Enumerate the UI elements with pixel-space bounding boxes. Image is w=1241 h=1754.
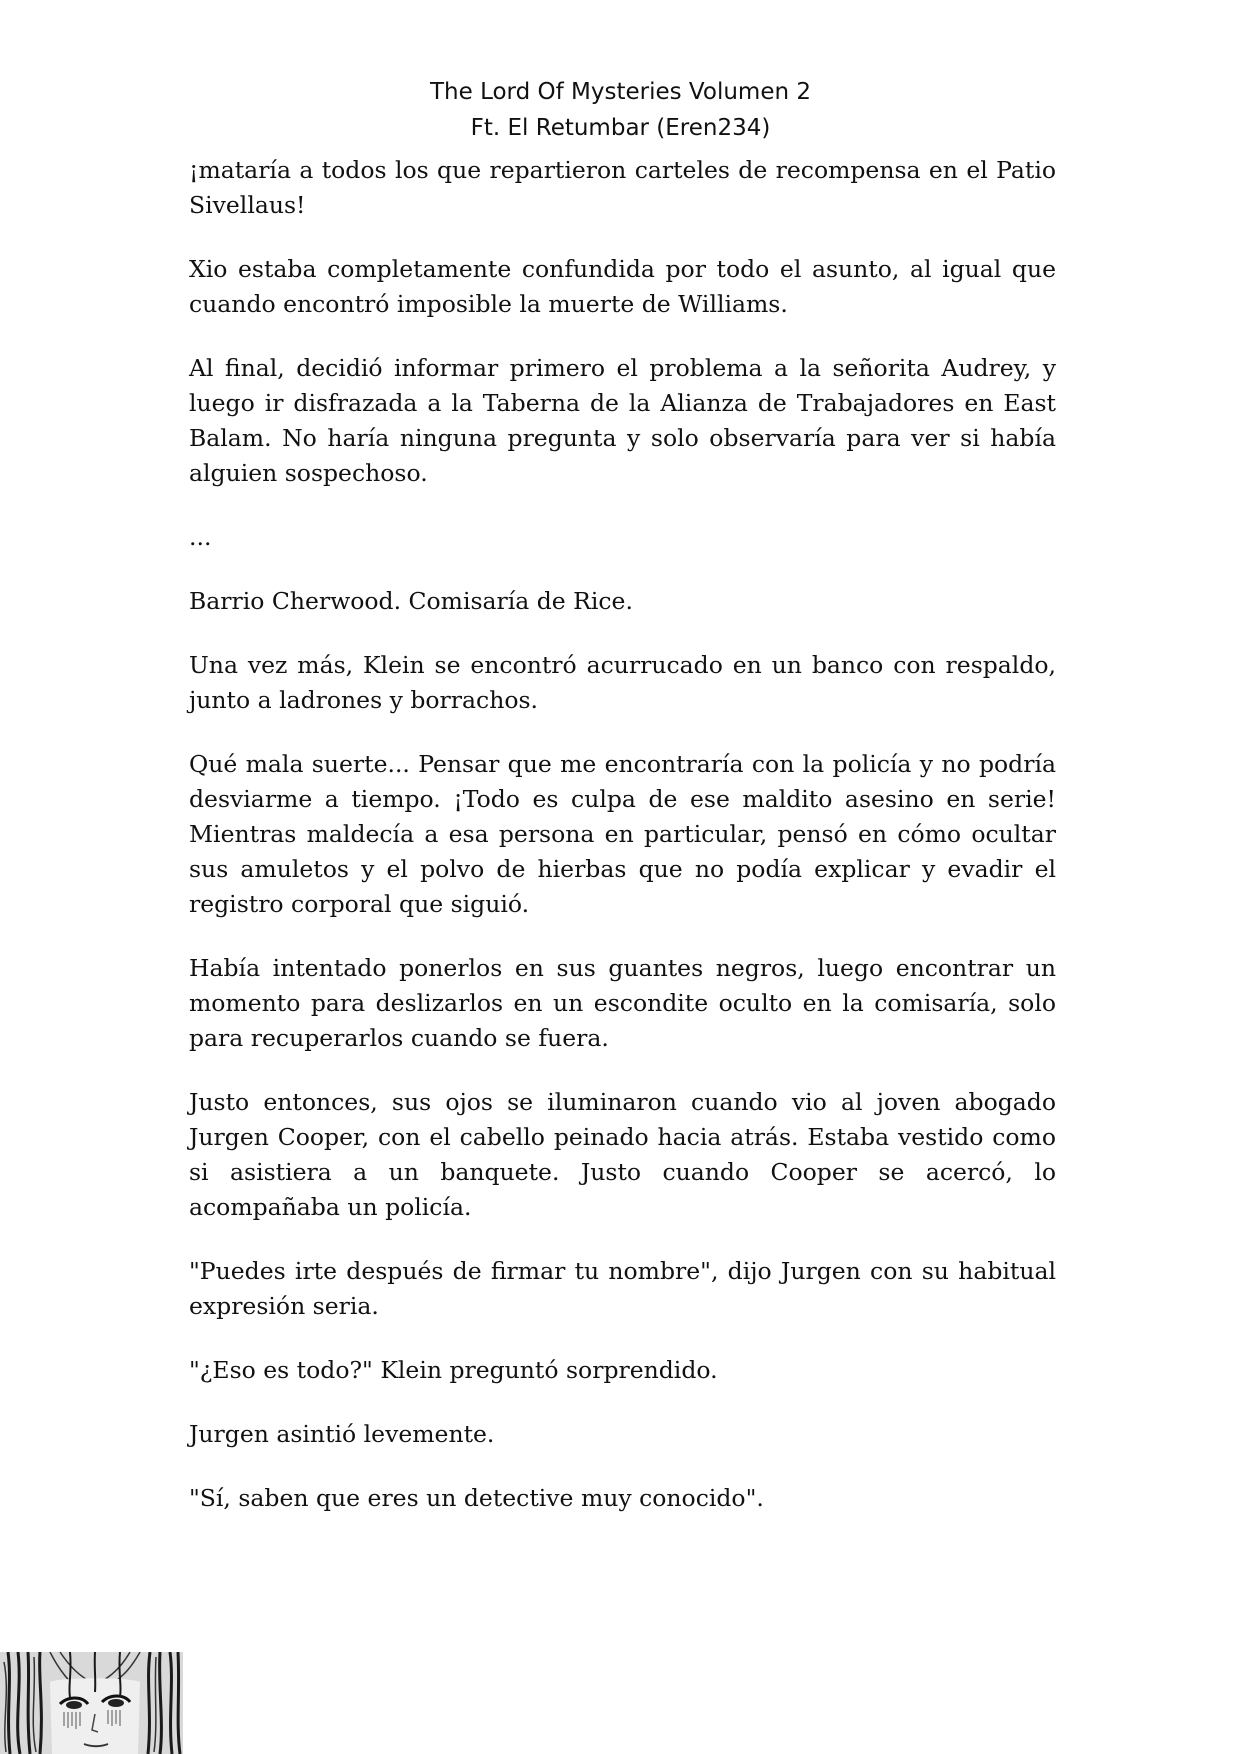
paragraph: Había intentado ponerlos en sus guantes negros, luego encontrar un momento para deslizarlos en un escondite oculto en la comisaría, solo para recuperarlos cuando se fuera. — [189, 954, 1056, 1052]
page-header — [0, 74, 1241, 146]
paragraph: Barrio Cherwood. Comisaría de Rice. — [189, 587, 633, 615]
paragraph: Jurgen asintió levemente. — [189, 1420, 495, 1448]
paragraph: ¡mataría a todos los que repartieron carteles de recompensa en el Patio Sivellaus! — [189, 156, 1056, 219]
manga-portrait-icon — [0, 1652, 183, 1754]
paragraph: Una vez más, Klein se encontró acurrucado en un banco con respaldo, junto a ladrones y borrachos. — [189, 651, 1056, 714]
body-text — [189, 153, 1056, 1545]
paragraph: Justo entonces, sus ojos se iluminaron cuando vio al joven abogado Jurgen Cooper, con el cabello peinado hacia atrás. Estaba vestido como si asistiera a un banquete. Justo cuando Cooper se acercó, lo acompañaba un policía. — [189, 1088, 1056, 1221]
scene-break: ... — [189, 523, 212, 551]
paragraph: "¿Eso es todo?" Klein preguntó sorprendido. — [189, 1356, 718, 1384]
paragraph: "Sí, saben que eres un detective muy conocido". — [189, 1484, 764, 1512]
paragraph: Al final, decidió informar primero el problema a la señorita Audrey, y luego ir disfrazada a la Taberna de la Alianza de Trabajadores en East Balam. No haría ninguna pregunta y solo observaría para ver si había alguien sospechoso. — [189, 354, 1056, 487]
paragraph: Xio estaba completamente confundida por todo el asunto, al igual que cuando encontró imposible la muerte de Williams. — [189, 255, 1056, 318]
header-title: The Lord Of Mysteries Volumen 2 — [429, 79, 811, 105]
paragraph: Qué mala suerte... Pensar que me encontraría con la policía y no podría desviarme a tiempo. ¡Todo es culpa de ese maldito asesino en serie! Mientras maldecía a esa persona en particular, pensó en cómo ocultar sus amuletos y el polvo de hierbas que no podía explicar y evadir el registro corporal que siguió. — [189, 750, 1056, 918]
header-subtitle: Ft. El Retumbar (Eren234) — [470, 115, 771, 141]
paragraph: "Puedes irte después de firmar tu nombre", dijo Jurgen con su habitual expresión seria. — [189, 1257, 1056, 1320]
